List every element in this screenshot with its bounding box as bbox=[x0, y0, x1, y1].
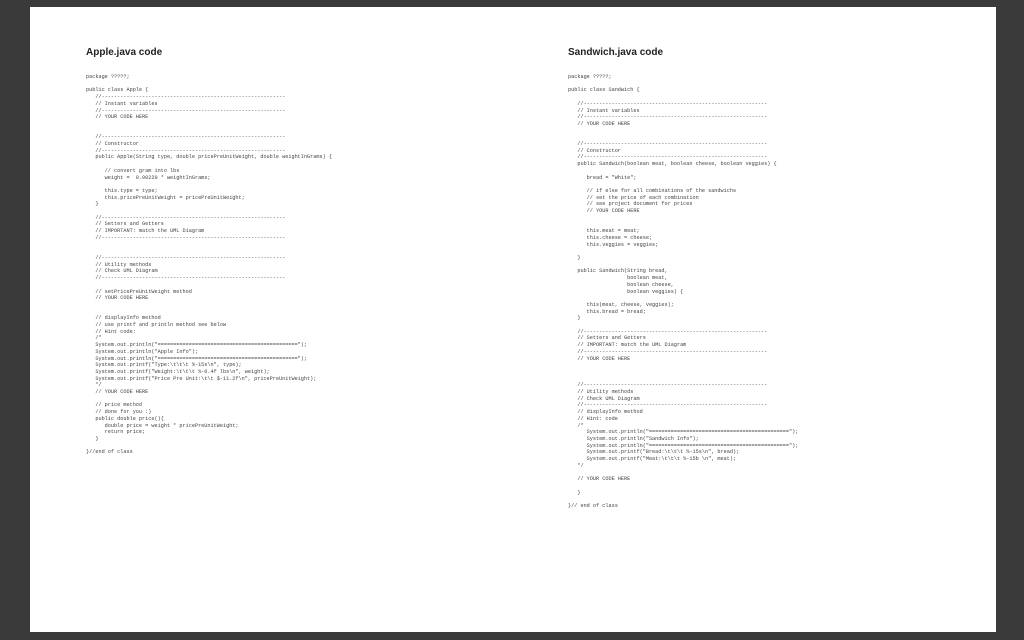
document-page[interactable] bbox=[30, 7, 996, 632]
window-frame-left bbox=[0, 0, 30, 640]
sandwich-code-section bbox=[568, 47, 968, 510]
sandwich-section-title: Sandwich.java code bbox=[568, 47, 664, 58]
sandwich-code-block: package ?????; public class Sandwich { //----------------------------------------------------------- // Instant variables //----------------------------------------------------------- // YOUR CODE HERE //----------------------------------------------------------- // Constructor //----------------------------------------------------------- public Sandwich(boolean meat, boolean cheese, boolean veggies) { bread = "White"; // if else for all combinations of the sandwichs // set the price of each combination // see project document for prices // YOUR CODE HERE this.meat = meat; this.cheese = cheese; this.veggies = veggies; } public Sandwich(String bread, boolean meat, boolean cheese, boolean veggies) { this(meat, cheese, veggies); this.bread = bread; } //----------------------------------------------------------- // Setters and Getters // IMPORTANT: match the UML Diagram //----------------------------------------------------------- // YOUR CODE HERE //----------------------------------------------------------- // Utility methods // Check UML Diagram //----------------------------------------------------------- // displayInfo method // Hint: code /* System.out.println("============================================="); System.out.println("Sandwich Info"); System.out.println("============================================="); System.out.printf("Bread:\t\t\t %-15s\n", bread); System.out.printf("Meat:\t\t\t %-15b \n", meat); */ // YOUR CODE HERE } }// end of class bbox=[568, 74, 799, 509]
apple-code-block: package ?????; public class Apple { //----------------------------------------------------------- // Instant variables //----------------------------------------------------------- // YOUR CODE HERE //----------------------------------------------------------- // Constructor //----------------------------------------------------------- public Apple(String type, double pricePreUnitWeight, double weightInGrams) { // convert gram into lbs weight = 0.00220 * weightInGrams; this.type = type; this.pricePreUnitWeight = pricePreUnitWeight; } //----------------------------------------------------------- // Setters and Getters // IMPORTANT: match the UML Diagram //----------------------------------------------------------- //----------------------------------------------------------- // Utility methods // Check UML Diagram //----------------------------------------------------------- // setPricePreUnitWeight method // YOUR CODE HERE // displayInfo method // use printf and println method see below // Hint code: /* System.out.println("============================================="); System.out.println("Apple Info"); System.out.println("============================================="); System.out.printf("Type:\t\t\t %-15s\n", type); System.out.printf("Weight:\t\t\t %-6.4f lbs\n", weight); System.out.printf("Price Pre Unit:\t\t $-11.2f\n", pricePreUnitWeight); */ // YOUR CODE HERE // price method // done for you :) public double price(){ double price = weight * pricePreUnitWeight; return price; } }//end of class bbox=[86, 74, 332, 456]
window-frame-bottom bbox=[0, 632, 1024, 640]
window-frame-right bbox=[996, 0, 1024, 640]
apple-section-title: Apple.java code bbox=[86, 47, 163, 58]
apple-code-section bbox=[86, 47, 486, 456]
window-frame-top bbox=[0, 0, 1024, 7]
